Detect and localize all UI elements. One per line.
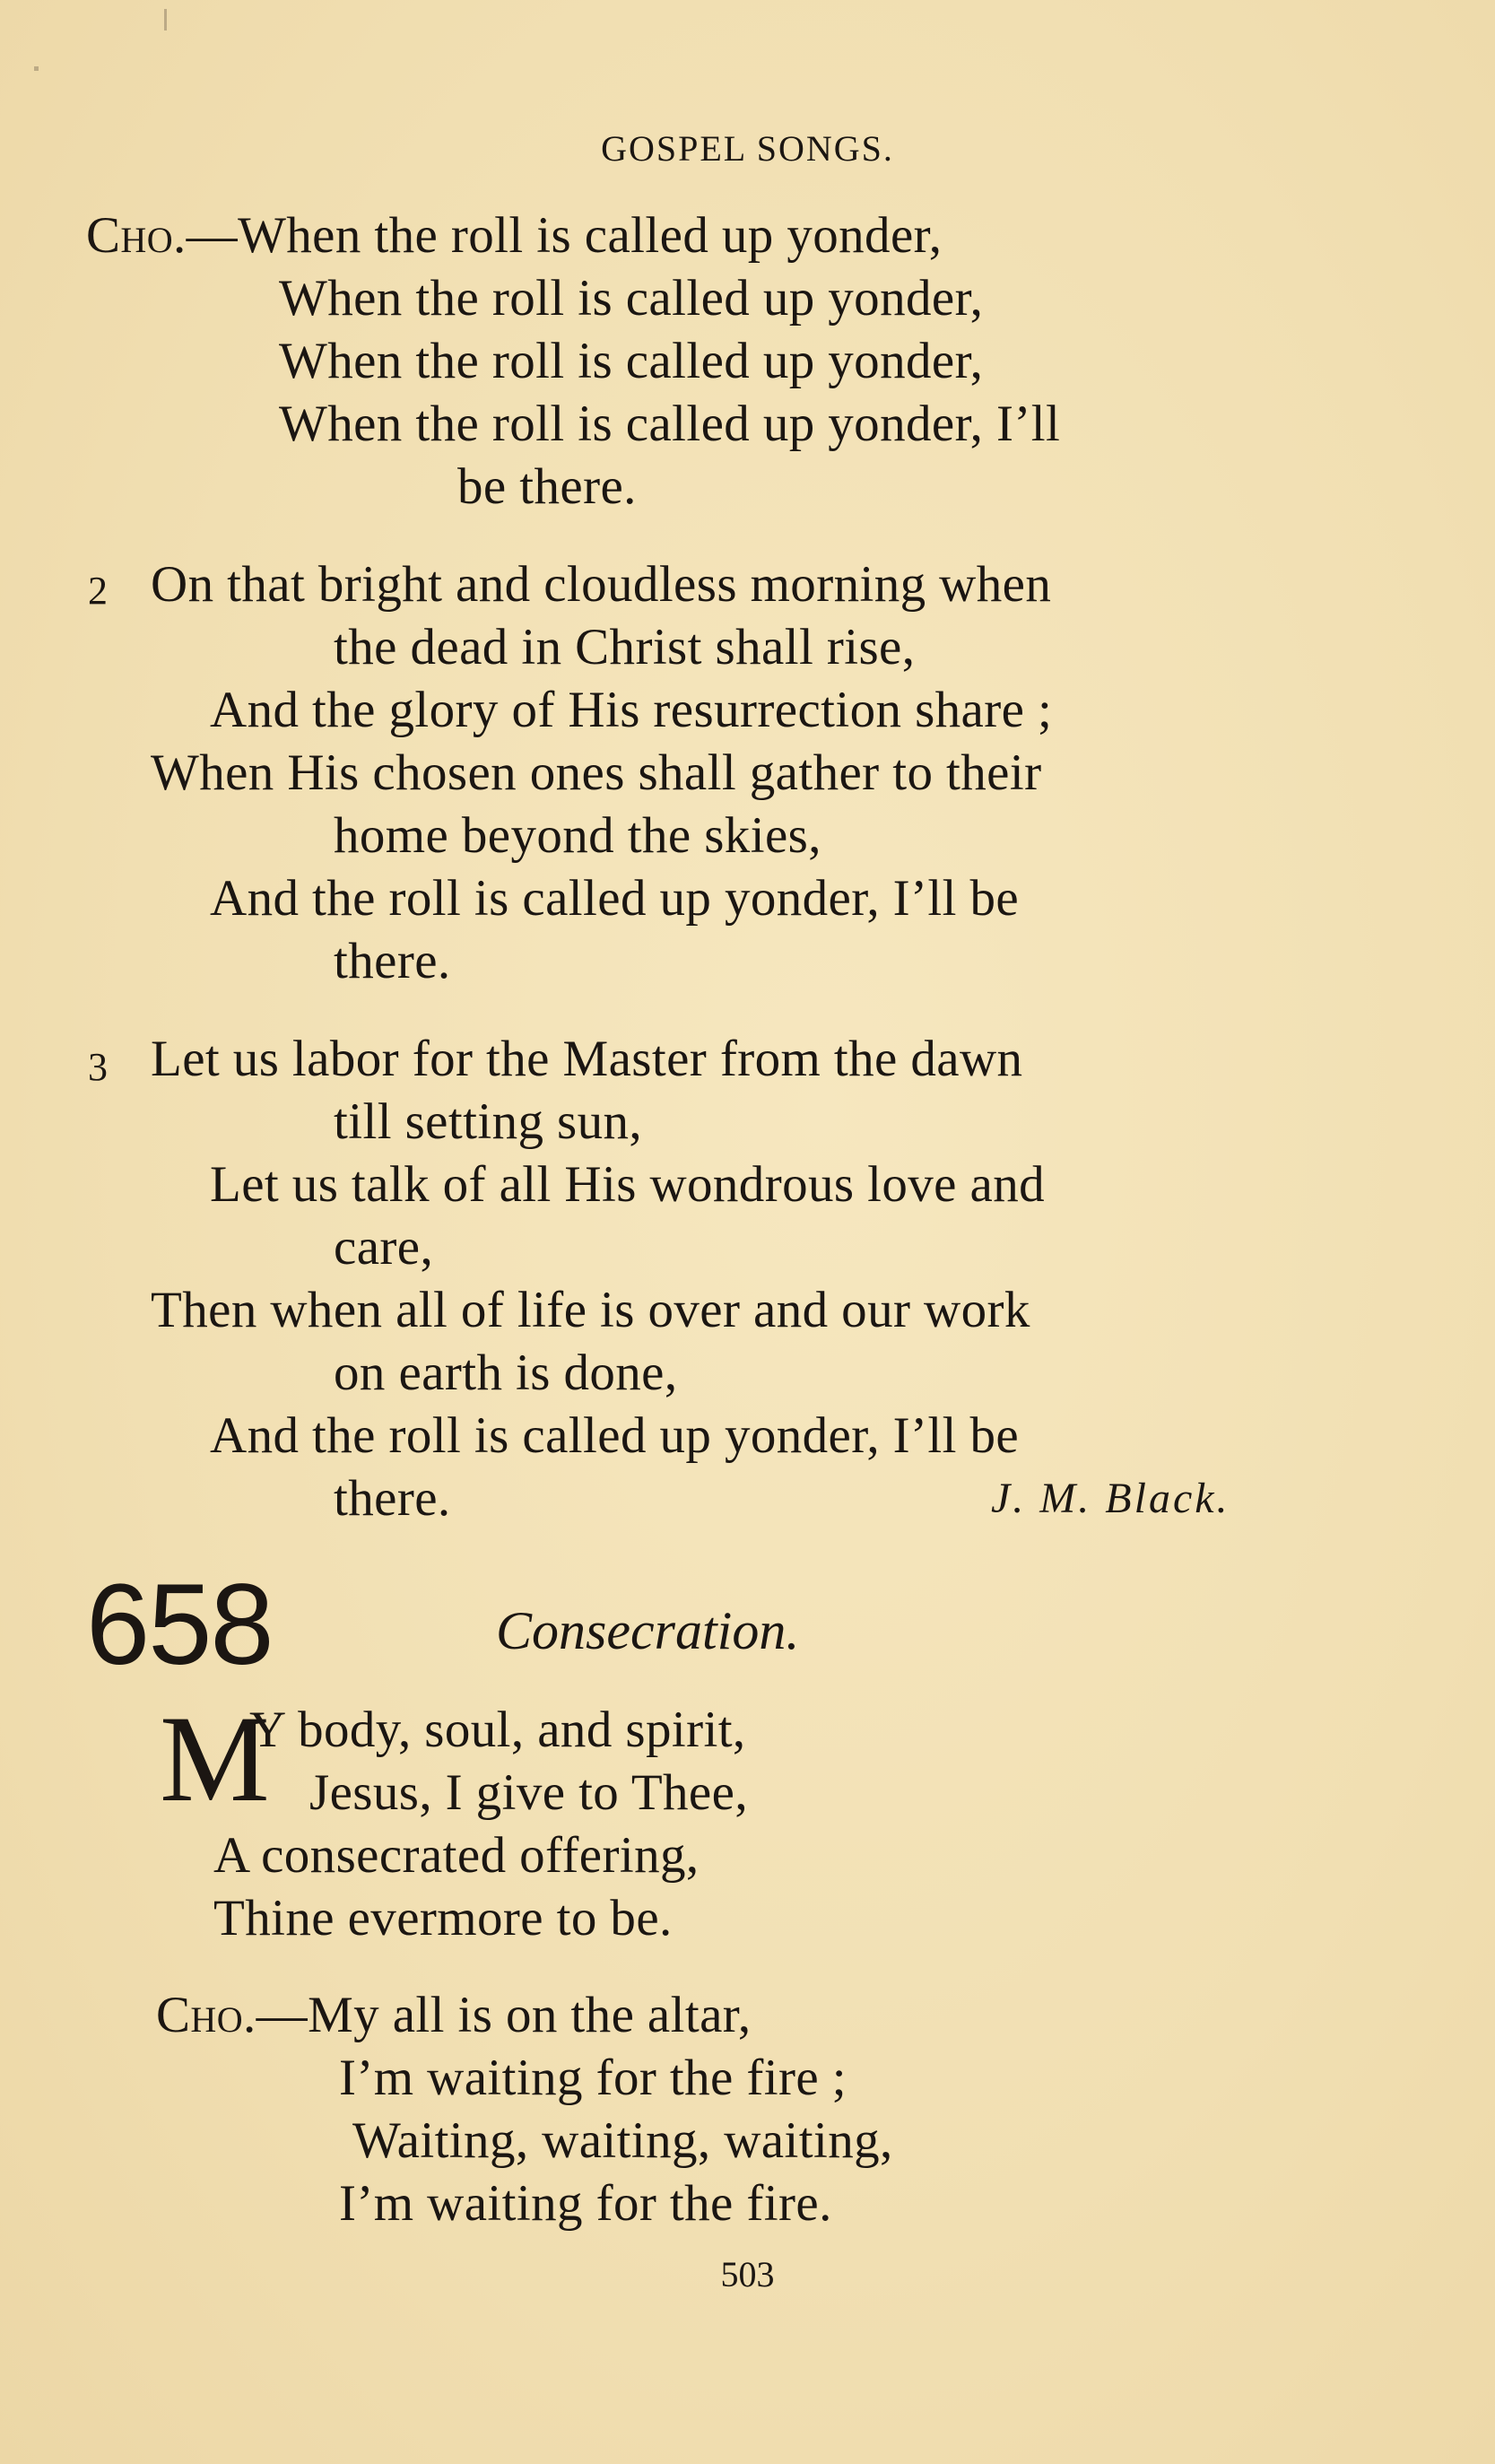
- verse-line: there.: [334, 1470, 451, 1527]
- verse-line: Let us talk of all His wondrous love and: [210, 1156, 1046, 1213]
- verse-line: On that bright and cloudless morning when: [151, 556, 1052, 613]
- chorus-line-text: My all is on the altar,: [308, 1987, 752, 2043]
- chorus-line: When the roll is called up yonder, I’ll: [279, 396, 1061, 452]
- verse-line: And the roll is called up yonder, I’ll be: [210, 870, 1020, 927]
- verse-line: on earth is done,: [334, 1345, 678, 1401]
- hymn-number: 658: [86, 1561, 273, 1689]
- verse-line: A consecrated offering,: [213, 1827, 700, 1884]
- verse-line: Jesus, I give to Thee,: [309, 1764, 748, 1821]
- chorus-line: I’m waiting for the fire.: [339, 2175, 832, 2232]
- verse-number: 2: [88, 569, 108, 613]
- verse-line: Let us labor for the Master from the dawn: [151, 1031, 1023, 1087]
- chorus-line-text: When the roll is called up yonder,: [238, 207, 943, 264]
- running-header: GOSPEL SONGS.: [601, 128, 894, 169]
- verse-line: And the roll is called up yonder, I’ll be: [210, 1407, 1020, 1464]
- chorus-dash: —: [186, 207, 239, 264]
- margin-speck: [164, 9, 167, 30]
- chorus-line: When the roll is called up yonder,: [279, 270, 984, 327]
- verse-line: the dead in Christ shall rise,: [334, 619, 916, 675]
- chorus-line: [156, 1989, 752, 2041]
- verse-line: When His chosen ones shall gather to their: [151, 744, 1042, 801]
- verse-line: Y body, soul, and spirit,: [249, 1702, 746, 1758]
- chorus-line: [86, 207, 943, 264]
- margin-speck: [34, 66, 39, 71]
- verse-number: 3: [88, 1045, 108, 1089]
- verse-line: And the glory of His resurrection share ;: [210, 682, 1053, 738]
- chorus-line: be there.: [457, 458, 637, 515]
- chorus-line: When the roll is called up yonder,: [279, 333, 984, 389]
- author-credit: J. M. Black.: [991, 1475, 1230, 1522]
- verse-line: care,: [334, 1219, 434, 1276]
- chorus-label: Cho.: [156, 1987, 256, 2043]
- verse-line: Thine evermore to be.: [213, 1890, 673, 1946]
- verse-line: till setting sun,: [334, 1093, 643, 1150]
- hymn-title: Consecration.: [496, 1601, 800, 1660]
- chorus-dash: —: [256, 1987, 309, 2043]
- verse-line: there.: [334, 933, 451, 989]
- verse-line: home beyond the skies,: [334, 807, 821, 864]
- drop-cap: M: [160, 1690, 270, 1827]
- verse-line: Then when all of life is over and our work: [151, 1282, 1030, 1338]
- chorus-label: Cho.: [86, 207, 187, 264]
- chorus-line: I’m waiting for the fire ;: [339, 2050, 847, 2106]
- chorus-line: Waiting, waiting, waiting,: [352, 2112, 893, 2169]
- page-number: 503: [720, 2254, 775, 2294]
